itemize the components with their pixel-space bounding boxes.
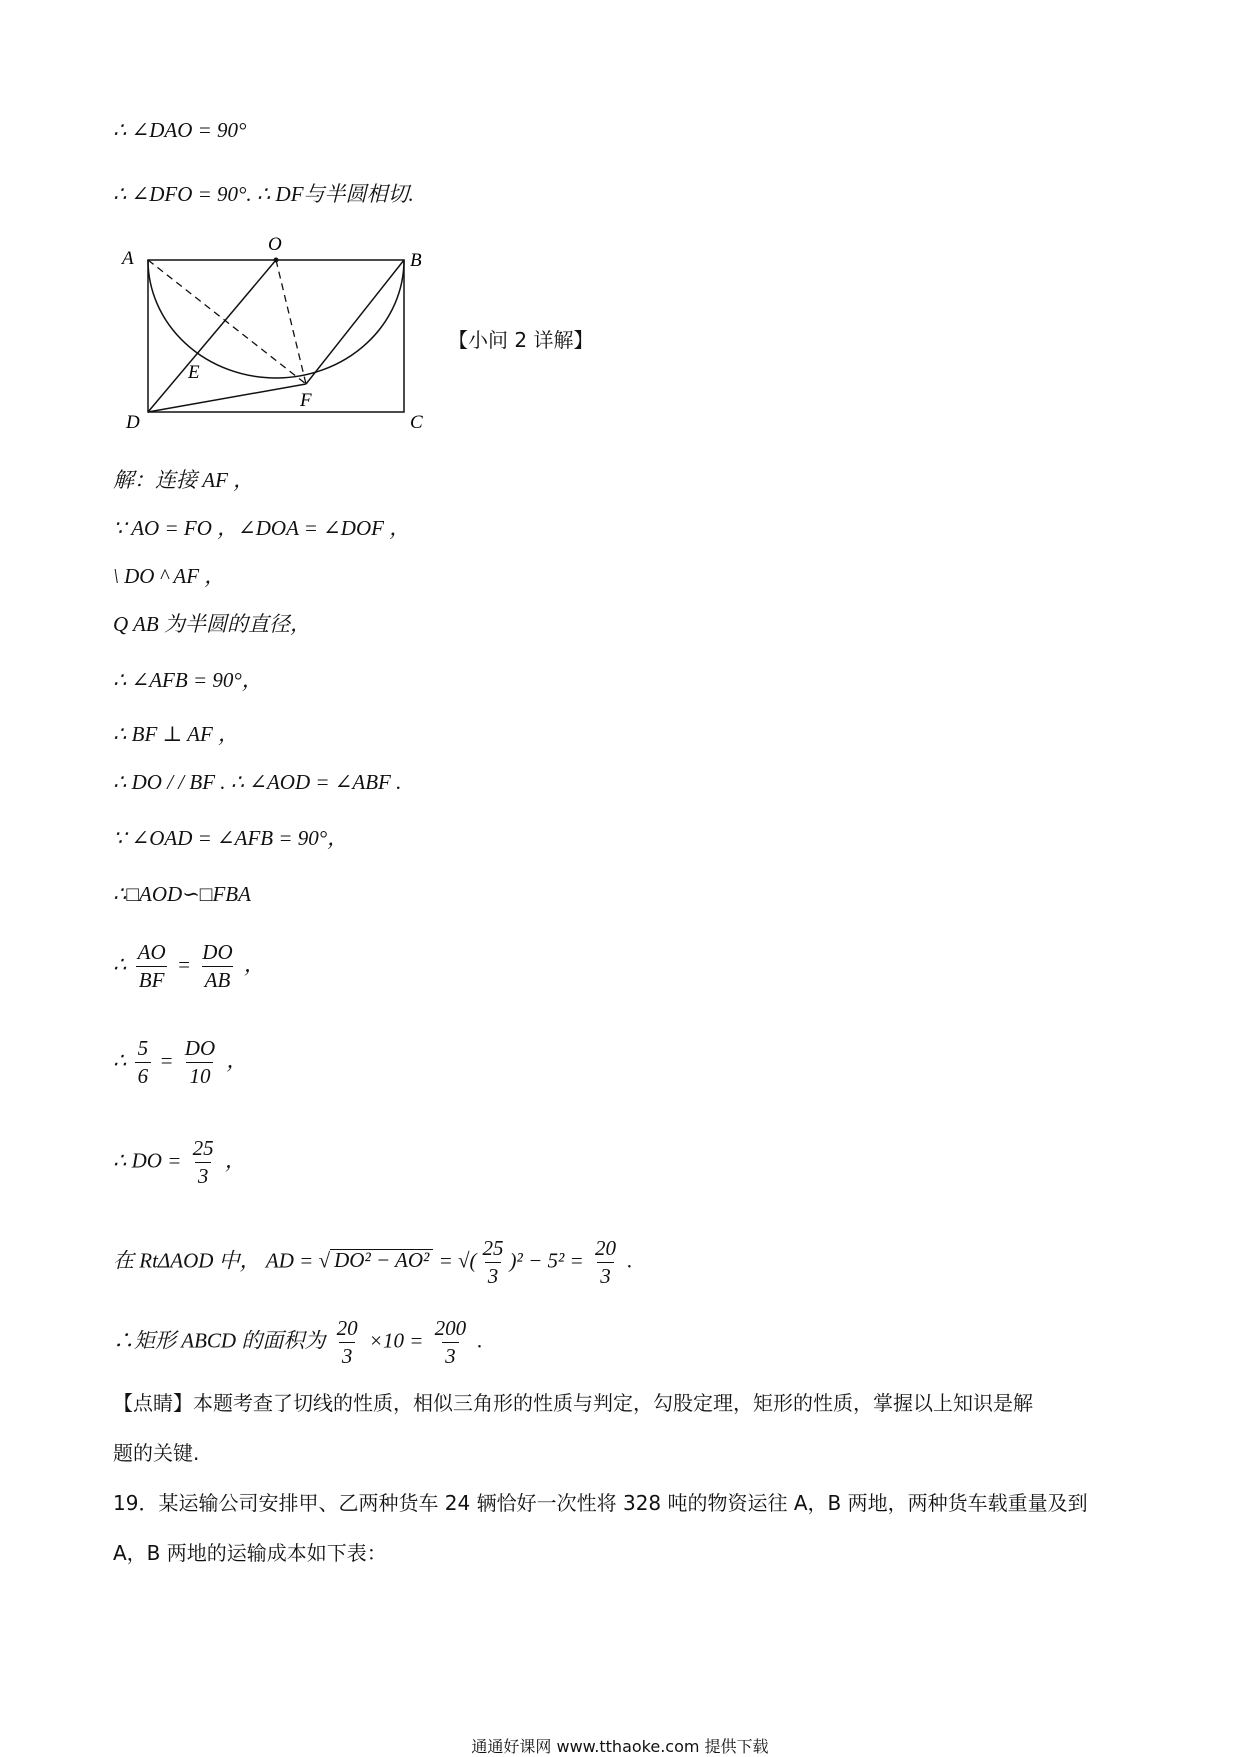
- line-connect-af: 解：连接 AF ，: [113, 468, 255, 492]
- fraction-5-6: $\frac{5}{6}$: [135, 1038, 152, 1087]
- question-19-line-2: A，B 两地的运输成本如下表：: [113, 1541, 387, 1565]
- segment-of-dashed: [276, 260, 306, 384]
- sqrt-do-ao: DO² − AO²: [330, 1249, 433, 1271]
- label-f: F: [300, 390, 312, 411]
- point-o: [274, 258, 279, 263]
- fraction-20-3: $\frac{20}{3}$: [594, 1236, 616, 1288]
- line-angle-oad: ∵ ∠OAD = ∠AFB = 90°，: [113, 826, 349, 850]
- line-ratio-letters: ∴ $\frac{AO}{BF}$ = $\frac{DO}{AB}$ ，: [113, 940, 265, 992]
- label-a: A: [122, 248, 134, 269]
- subquestion-2-heading: 【小问 2 详解】: [448, 328, 594, 352]
- segment-df: [148, 384, 306, 412]
- line-do-perp-af: \ DO ^ AF ，: [113, 564, 226, 588]
- line-area: ∴矩形 ABCD 的面积为 $\frac{20}{3}$ ×10 = $\frac{200}{3}$ .: [113, 1316, 483, 1368]
- label-b: B: [410, 250, 422, 271]
- footer: 通通好课网 www.tthaoke.com 提供下载: [471, 1737, 769, 1756]
- question-19-line-1: 19．某运输公司安排甲、乙两种货车 24 辆恰好一次性将 328 吨的物资运往 A，B 两地，两种货车载重量及到: [113, 1491, 1088, 1515]
- line-angle-dfo-tangent: ∴ ∠DFO = 90°. ∴ DF与半圆相切.: [113, 182, 414, 206]
- segment-af-dashed: [148, 260, 306, 384]
- line-ab-diameter: Q AB 为半圆的直径，: [113, 612, 311, 636]
- fraction-20-3-area: $\frac{20}{3}$: [336, 1316, 358, 1368]
- fraction-25-3-sq: $\frac{25}{3}$: [482, 1236, 504, 1288]
- line-pythagoras: 在 RtΔAOD 中， AD = √ DO² − AO² = √( $\frac{25}{3}$ )² − 5² = $\frac{20}{3}$ .: [113, 1236, 633, 1288]
- fraction-200-3: $\frac{200}{3}$: [434, 1316, 467, 1368]
- label-d: D: [126, 412, 140, 433]
- comment-line-2: 题的关键.: [113, 1441, 200, 1465]
- fraction-ao-bf: $\frac{AO}{BF}$: [137, 940, 166, 992]
- segment-do: [148, 260, 276, 412]
- line-ratio-numbers: ∴ $\frac{5}{6}$ = $\frac{DO}{10}$ ，: [113, 1036, 248, 1088]
- line-do-parallel-bf: ∴ DO / / BF . ∴ ∠AOD = ∠ABF .: [113, 770, 402, 794]
- geometry-figure: [118, 236, 438, 436]
- comment-line-1: 【点睛】本题考查了切线的性质，相似三角形的性质与判定，勾股定理，矩形的性质，掌握以上知识是解: [113, 1391, 1033, 1415]
- line-angle-afb: ∴ ∠AFB = 90°，: [113, 668, 263, 692]
- label-c: C: [410, 412, 423, 433]
- line-bf-perp-af: ∴ BF ⊥ AF ，: [113, 722, 240, 746]
- line-similar-triangles: ∴□AOD∽□FBA: [113, 882, 251, 906]
- line-ao-fo: ∵ AO = FO ，∠DOA = ∠DOF ，: [113, 516, 411, 540]
- label-o: O: [268, 236, 282, 255]
- fraction-do-ab: $\frac{DO}{AB}$: [202, 940, 233, 992]
- line-do-value: ∴ DO = $\frac{25}{3}$ ，: [113, 1136, 246, 1188]
- fraction-25-3: $\frac{25}{3}$: [192, 1136, 214, 1188]
- label-e: E: [188, 362, 200, 383]
- segment-fb: [306, 260, 404, 384]
- fraction-do-10: $\frac{DO}{10}$: [184, 1036, 216, 1088]
- line-angle-dao: ∴ ∠DAO = 90°: [113, 118, 247, 142]
